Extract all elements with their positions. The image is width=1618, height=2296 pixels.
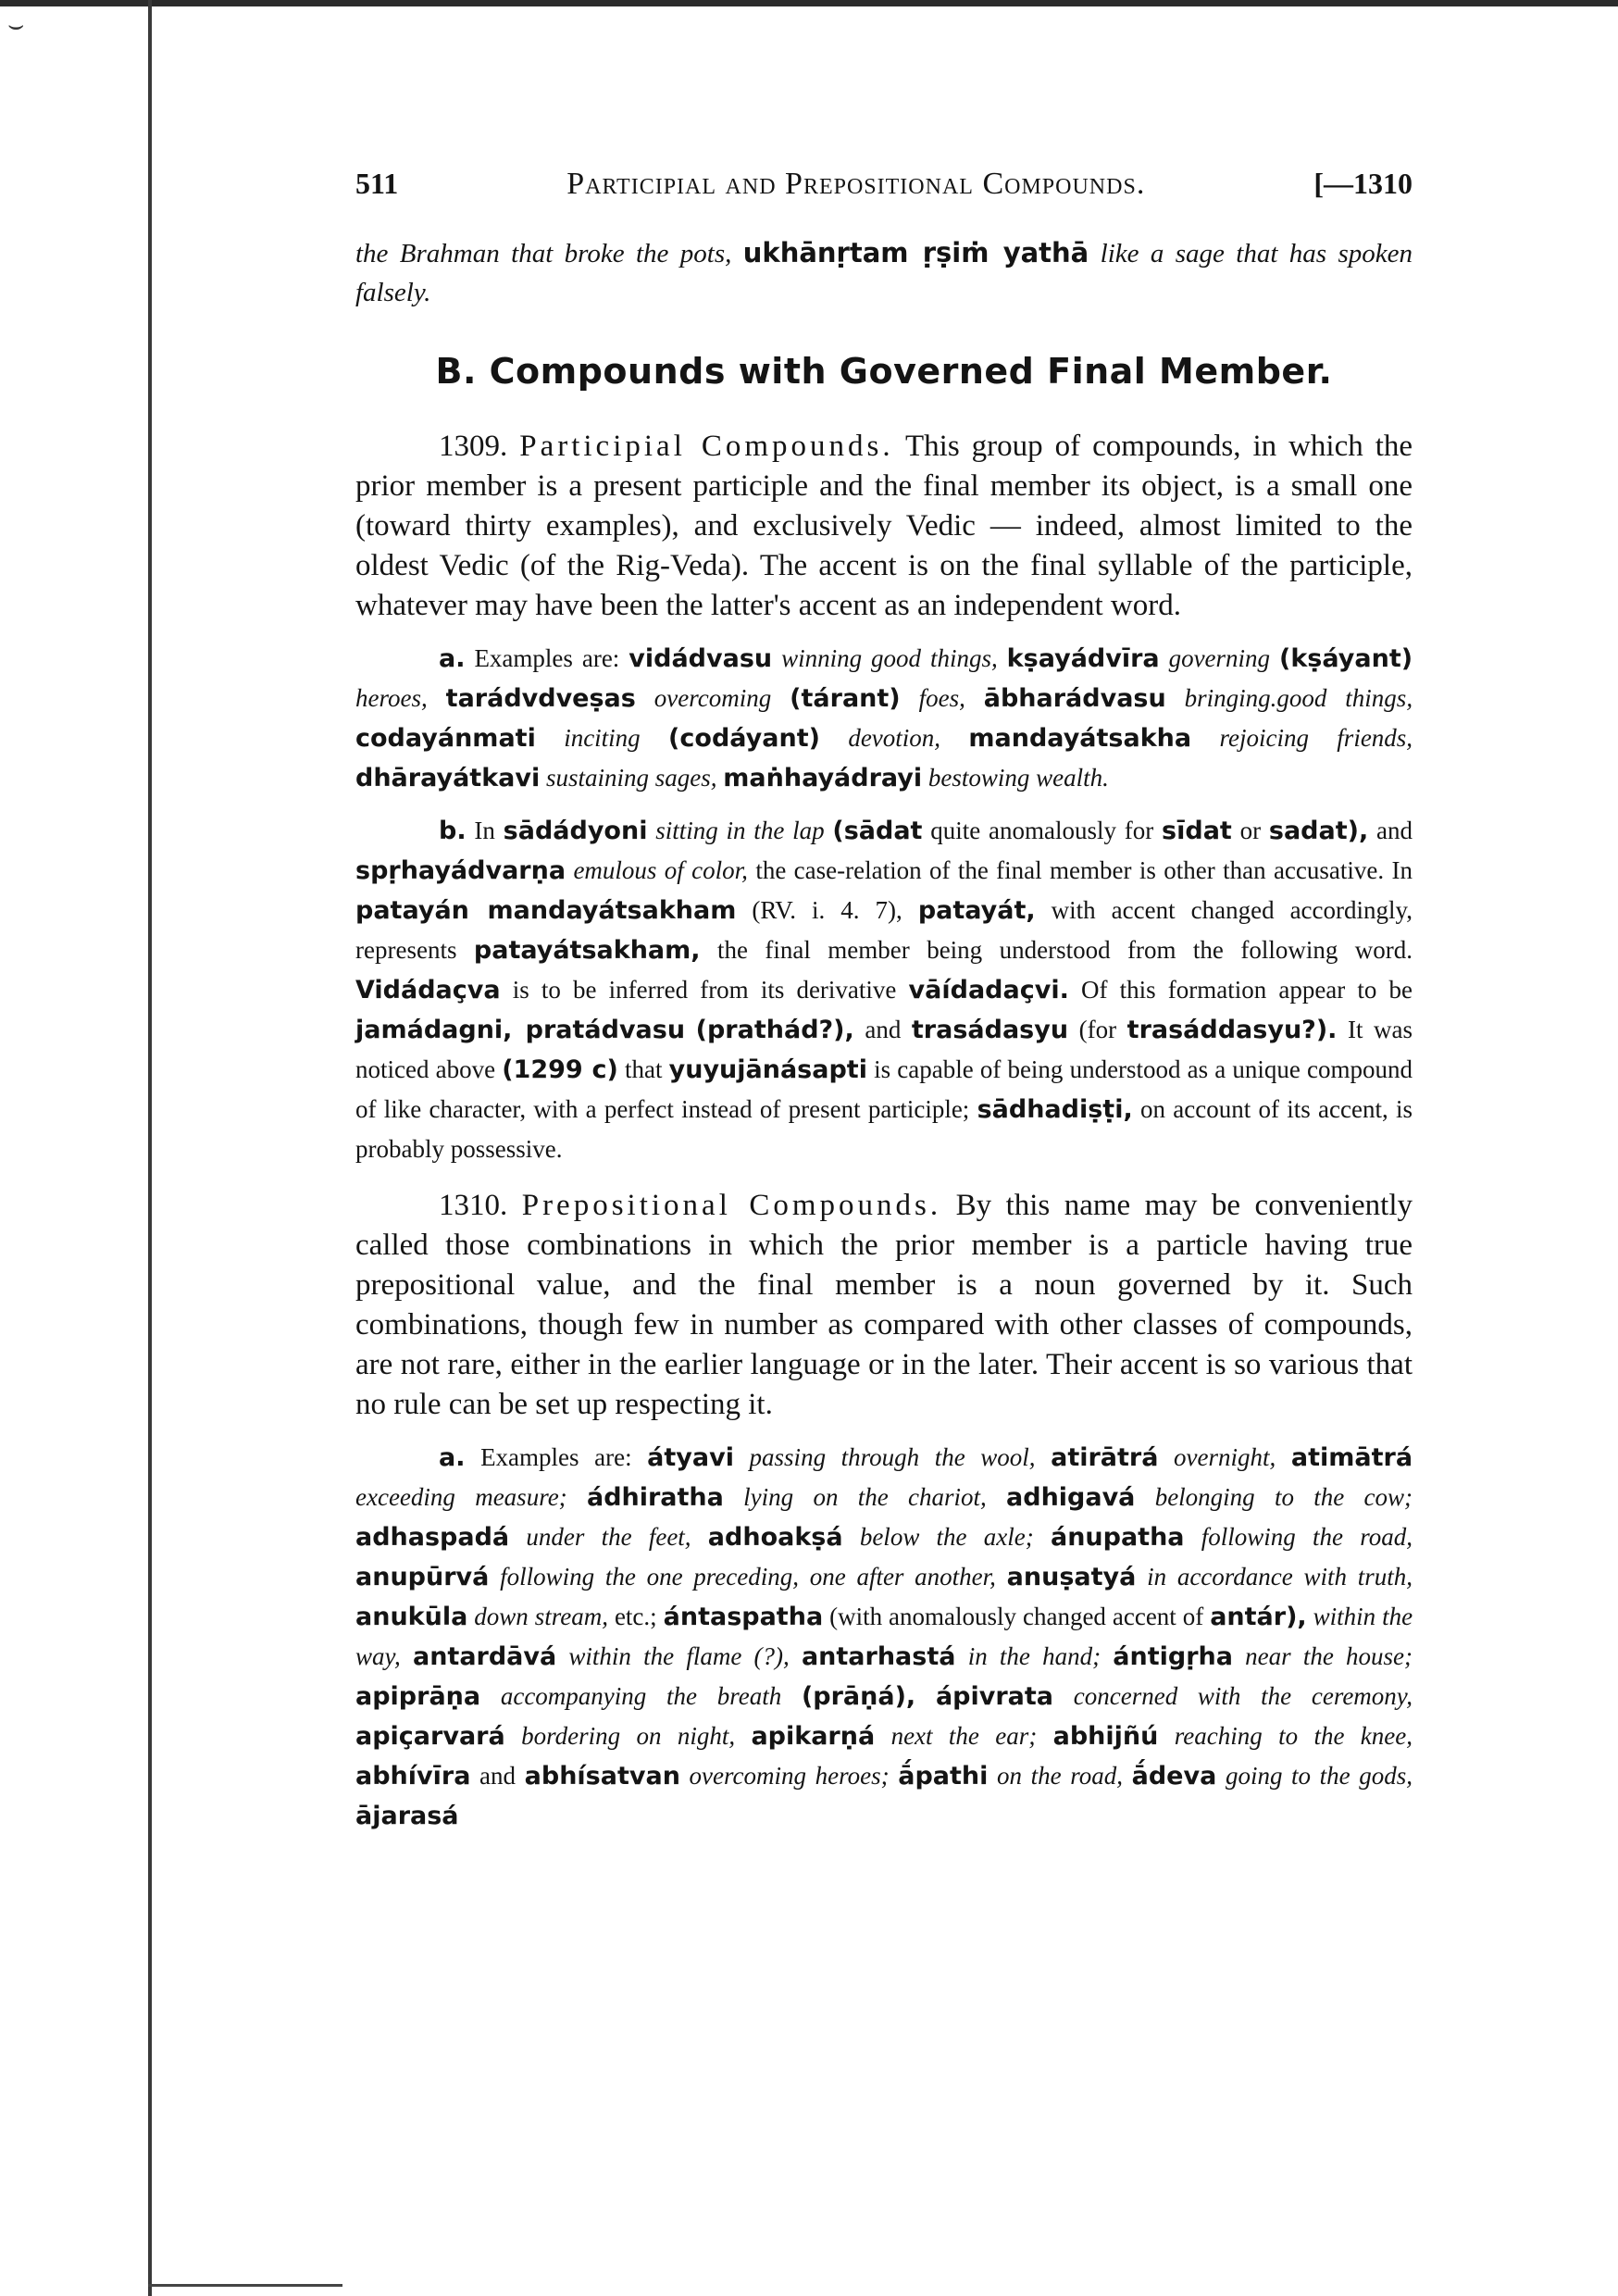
- paragraph-text: This group of compounds, in which the prior member is a present participle and the final member its object, is a small one (toward thirty examples), and exclusively Vedic — indeed, almost limited to the oldest Vedic (of the Rig-Veda). The accent is on the final syllable of the participle, whatever may have been the latter's accent as an independent word.: [355, 430, 1413, 622]
- gloss: on the road,: [997, 1762, 1123, 1790]
- gloss: devotion,: [848, 724, 941, 752]
- corner-scan-mark: ⌣: [7, 11, 25, 40]
- text-run: etc.;: [614, 1603, 657, 1630]
- text-run: quite anomalously for: [930, 817, 1154, 844]
- paragraph-1309: [355, 427, 1413, 626]
- sanskrit-term: ukhānṛtam ṛṣiṁ yathā: [742, 237, 1089, 268]
- text-run: It was noticed above: [355, 1016, 1413, 1083]
- gloss: overcoming: [653, 684, 772, 712]
- sanskrit-term: (codáyant): [668, 724, 820, 753]
- sanskrit-term: ājarasá: [355, 1802, 459, 1830]
- sanskrit-term: sīdat: [1162, 817, 1232, 845]
- gloss: overcoming heroes;: [689, 1762, 890, 1790]
- gloss: within the way,: [355, 1603, 1413, 1670]
- sanskrit-term: antarhastá: [801, 1642, 956, 1671]
- gloss: bordering on night,: [521, 1722, 736, 1750]
- sanskrit-term: ántigṛha: [1113, 1642, 1233, 1671]
- sanskrit-term: kṣayádvīra: [1006, 644, 1160, 673]
- text-run: Of this formation appear to be: [1080, 976, 1413, 1004]
- sanskrit-term: apiçarvará: [355, 1722, 505, 1751]
- sanskrit-term: tarádvdveṣas: [445, 684, 636, 713]
- sanskrit-term: adhaspadá: [355, 1523, 510, 1552]
- gloss: down stream,: [474, 1603, 608, 1630]
- gloss: rejoicing friends,: [1219, 724, 1413, 752]
- sanskrit-term: abhísatvan: [524, 1762, 680, 1791]
- text-run: is capable of being understood as a unique compound of like character, with a perfect instead of present participle;: [355, 1055, 1413, 1123]
- gloss: winning good things,: [781, 644, 998, 672]
- sanskrit-term: apiprāṇa: [355, 1682, 481, 1711]
- sanskrit-term: sadat),: [1268, 817, 1369, 845]
- subparagraph-label: a.: [439, 1443, 466, 1472]
- sanskrit-term: abhívīra: [355, 1762, 471, 1791]
- section-heading: B. Compounds with Governed Final Member.: [435, 351, 1333, 392]
- gloss: heroes,: [355, 684, 428, 712]
- page-number: 511: [355, 167, 399, 200]
- gloss: accompanying the breath: [500, 1682, 782, 1710]
- gloss: bringing.good things,: [1184, 684, 1413, 712]
- gloss: overnight,: [1174, 1443, 1276, 1471]
- gloss: sustaining sages,: [545, 764, 717, 792]
- cross-reference: (1299 c): [502, 1055, 618, 1084]
- scan-top-edge: [0, 0, 1618, 6]
- sanskrit-term: ābharádvasu: [983, 684, 1166, 713]
- gloss: following the one preceding, one after another,: [500, 1563, 996, 1591]
- text-run: and: [479, 1762, 517, 1790]
- text-run: the case-relation of the final member is other than accusative. In: [755, 856, 1413, 884]
- continued-text: [355, 233, 1413, 312]
- gloss: in the hand;: [967, 1642, 1101, 1670]
- text-run: with accent changed accordingly, represents: [355, 896, 1413, 964]
- sanskrit-term: (prāṇá),: [801, 1682, 916, 1711]
- sanskrit-term: (kṣáyant): [1279, 644, 1413, 673]
- sanskrit-term: vāídadaçvi.: [908, 976, 1069, 1004]
- text-run: Examples are:: [474, 644, 620, 672]
- sanskrit-term: átyavi: [647, 1443, 734, 1472]
- text-run: is to be inferred from its derivative: [512, 976, 897, 1004]
- gloss: next the ear;: [890, 1722, 1038, 1750]
- sanskrit-term: ántaspatha: [663, 1603, 824, 1631]
- sanskrit-term: patayán mandayátsakham: [355, 896, 737, 925]
- gloss: bestowing wealth.: [927, 764, 1109, 792]
- book-page: [355, 167, 1413, 1836]
- text-run: and: [865, 1016, 902, 1043]
- scan-bottom-mark: [148, 2284, 342, 2287]
- gloss: sitting in the lap: [655, 817, 825, 844]
- sanskrit-term: ā́deva: [1131, 1762, 1217, 1791]
- subparagraph-label: b.: [439, 817, 467, 845]
- sanskrit-term: anupūrvá: [355, 1563, 490, 1591]
- sanskrit-term: ádhiratha: [586, 1483, 724, 1512]
- text-run: Examples are:: [480, 1443, 632, 1471]
- subparagraph-1309a: [355, 639, 1413, 798]
- running-title: Participial and Prepositional Compounds.: [566, 167, 1146, 201]
- sanskrit-term: anuṣatyá: [1006, 1563, 1137, 1591]
- sanskrit-term: patayátsakham,: [473, 936, 701, 965]
- sanskrit-term: spṛhayádvarṇa: [355, 856, 566, 885]
- sanskrit-term: codayánmati: [355, 724, 536, 753]
- text-run: (with anomalously changed accent of: [829, 1603, 1204, 1630]
- sanskrit-term: sādádyoni: [503, 817, 648, 845]
- sanskrit-term: maṅhayádrayi: [723, 764, 923, 792]
- sanskrit-term: ápivrata: [935, 1682, 1054, 1711]
- subparagraph-1310a: [355, 1438, 1413, 1836]
- sanskrit-term: ánupatha: [1050, 1523, 1185, 1552]
- sanskrit-term: trasádasyu: [911, 1016, 1069, 1044]
- sanskrit-term: atirātrá: [1051, 1443, 1159, 1472]
- gloss: within the flame (?),: [568, 1642, 790, 1670]
- text-run: (RV. i. 4. 7),: [752, 896, 902, 924]
- gloss: near the house;: [1245, 1642, 1413, 1670]
- scan-gutter-edge: [148, 0, 152, 2296]
- gloss: governing: [1168, 644, 1271, 672]
- sanskrit-term: antardāvá: [412, 1642, 557, 1671]
- sanskrit-term: dhārayátkavi: [355, 764, 541, 792]
- gloss: foes,: [918, 684, 965, 712]
- gloss: exceeding measure;: [355, 1483, 567, 1511]
- sanskrit-term: Vidádaçva: [355, 976, 501, 1004]
- subparagraph-1309b: [355, 811, 1413, 1169]
- paragraph-number: 1310.: [439, 1189, 508, 1222]
- text-run: that: [624, 1055, 663, 1083]
- paragraph-title: Prepositional Compounds.: [521, 1189, 942, 1222]
- gloss: like a sage that has spoken falsely.: [355, 239, 1413, 307]
- paragraph-title: Participial Compounds.: [519, 430, 894, 463]
- gloss: below the axle;: [859, 1523, 1034, 1551]
- sanskrit-term: abhijñú: [1052, 1722, 1159, 1751]
- sanskrit-term: atimātrá: [1290, 1443, 1413, 1472]
- sanskrit-term: patayát,: [917, 896, 1036, 925]
- gloss: concerned with the ceremony,: [1073, 1682, 1413, 1710]
- gloss: under the feet,: [526, 1523, 691, 1551]
- gloss: following the road,: [1201, 1523, 1413, 1551]
- gloss: the Brahman that broke the pots,: [355, 239, 732, 268]
- text-run: and: [1376, 817, 1413, 844]
- sanskrit-term: adhoakṣá: [707, 1523, 843, 1552]
- sanskrit-term: jamádagni, pratádvasu: [355, 1016, 686, 1044]
- text-run: In: [474, 817, 495, 844]
- text-run: (for: [1078, 1016, 1117, 1043]
- gloss: passing through the wool,: [749, 1443, 1036, 1471]
- sanskrit-term: yuyujānásapti: [668, 1055, 867, 1084]
- paragraph-text: By this name may be conveniently called those combinations in which the prior member is a particle having true prepositional value, and the final member is a noun governed by it. Such combinations, though few in number as compared with other classes of compounds, are not rare, either in the earlier language or in the later. Their accent is so various that no rule can be set up respecting it.: [355, 1189, 1413, 1421]
- sanskrit-term: (tárant): [790, 684, 901, 713]
- sanskrit-term: vidádvasu: [629, 644, 773, 673]
- sanskrit-term: (sādat: [832, 817, 923, 845]
- sanskrit-term: trasáddasyu?).: [1126, 1016, 1338, 1044]
- gloss: inciting: [564, 724, 641, 752]
- gloss: going to the gods,: [1225, 1762, 1413, 1790]
- sanskrit-term: mandayátsakha: [968, 724, 1192, 753]
- sanskrit-term: anukūla: [355, 1603, 468, 1631]
- paragraph-number: 1309.: [439, 430, 508, 463]
- section-reference: [—1310: [1313, 167, 1413, 200]
- gloss: emulous of color,: [573, 856, 748, 884]
- sanskrit-term: ā́pathi: [898, 1762, 989, 1791]
- gloss: in accordance with truth,: [1147, 1563, 1413, 1591]
- running-header: [355, 167, 1413, 222]
- sanskrit-term: antár),: [1210, 1603, 1307, 1631]
- gloss: reaching to the knee,: [1174, 1722, 1413, 1750]
- text-run: or: [1239, 817, 1262, 844]
- subparagraph-label: a.: [439, 644, 466, 673]
- sanskrit-term: sādhadiṣṭi,: [977, 1095, 1133, 1124]
- sanskrit-term: apikarṇá: [751, 1722, 876, 1751]
- text-run: on account of its accent, is probably possessive.: [355, 1095, 1413, 1163]
- paragraph-1310: [355, 1186, 1413, 1425]
- sanskrit-term: adhigavá: [1006, 1483, 1136, 1512]
- text-run: the final member being understood from the following word.: [716, 936, 1413, 964]
- gloss: belonging to the cow;: [1154, 1483, 1413, 1511]
- sanskrit-term: (prathád?),: [695, 1016, 854, 1044]
- gloss: lying on the chariot,: [743, 1483, 987, 1511]
